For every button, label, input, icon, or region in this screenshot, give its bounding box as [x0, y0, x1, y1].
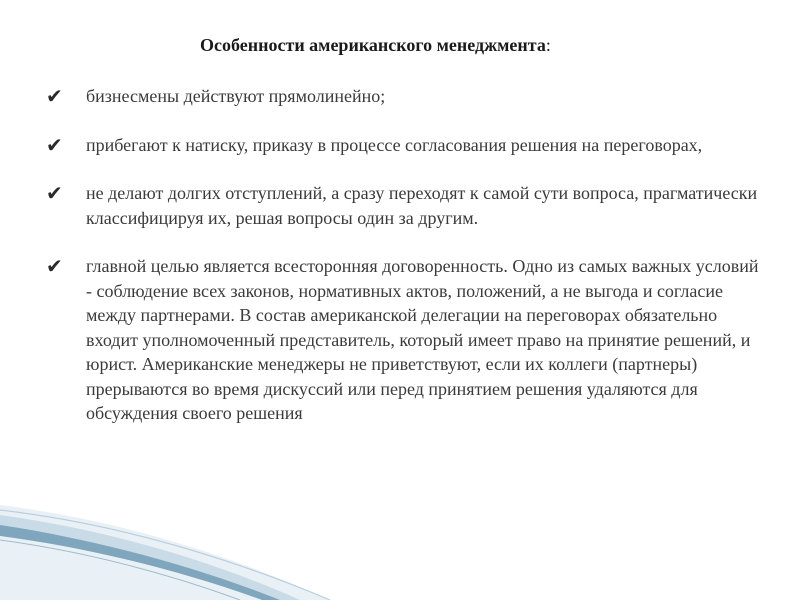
bullet-list: [46, 84, 766, 426]
list-item: [46, 181, 766, 230]
list-item: [46, 254, 766, 426]
decor-wave-line: [0, 510, 330, 600]
decor-wave-line-2: [0, 540, 240, 600]
decor-wave-dark: [0, 525, 280, 600]
check-mark-icon: ✔: [46, 181, 63, 205]
list-item-text: не делают долгих отступлений, а сразу переходят к самой сути вопроса, прагматически классифицируя их, решая вопросы один за другим.: [86, 183, 758, 228]
list-item-text: прибегают к натиску, приказу в процессе согласования решения на переговорах,: [86, 134, 703, 155]
slide-title: [200, 35, 551, 56]
slide-title-bold: Особенности американского менеджмента: [200, 35, 546, 55]
list-item-text: бизнесмены действуют прямолинейно;: [86, 86, 386, 106]
list-item: [46, 84, 766, 109]
list-item-text: главной целью является всесторонняя договоренность. Одно из самых важных условий - соблюдение всех законов, нормативных актов, положений, а не выгода и согласие между партнерами. В состав американской делегации на переговорах обязательно входит уполномоченный представитель, который имеет право на принятие решений, и юрист. Американские менеджеры не приветствуют, если их коллеги (партнеры) прерываются во время дискуссий или перед принятием решения удаляются для обсуждения своего решения: [86, 256, 759, 423]
list-item: [46, 133, 766, 158]
check-mark-icon: ✔: [46, 254, 63, 278]
decor-wave-mid: [0, 515, 300, 600]
decor-wave-light: [0, 505, 330, 600]
check-mark-icon: ✔: [46, 132, 63, 157]
slide-title-suffix: :: [545, 35, 551, 55]
check-mark-icon: ✔: [46, 84, 63, 108]
